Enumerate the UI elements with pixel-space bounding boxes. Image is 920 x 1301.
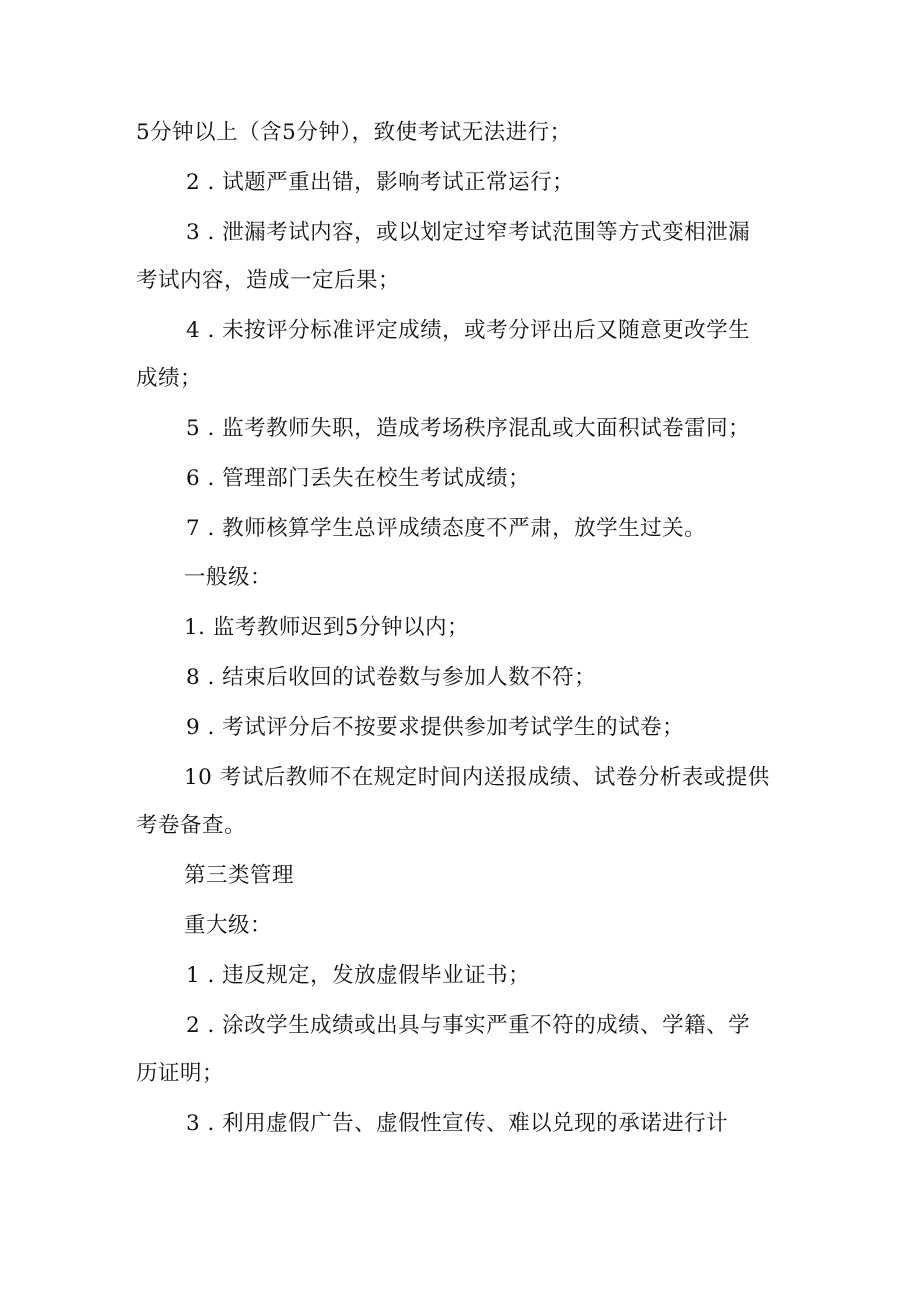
text-line: 成绩； bbox=[136, 366, 203, 391]
text-line: 历证明； bbox=[136, 1061, 225, 1086]
list-item: 5 . 监考教师失职，造成考场秩序混乱或大面积试卷雷同； bbox=[186, 416, 751, 441]
list-item: 1 . 违反规定，发放虚假毕业证书； bbox=[186, 963, 531, 988]
list-item: 6 . 管理部门丢失在校生考试成绩； bbox=[186, 466, 531, 491]
text-line: 考卷备查。 bbox=[136, 813, 247, 838]
section-heading: 一般级： bbox=[184, 565, 273, 590]
list-item: 3 . 利用虚假广告、虚假性宣传、难以兑现的承诺进行计 bbox=[186, 1111, 729, 1136]
section-heading: 重大级： bbox=[184, 913, 273, 938]
list-item: 4 . 未按评分标准评定成绩，或考分评出后又随意更改学生 bbox=[186, 318, 751, 343]
list-item: 3 . 泄漏考试内容，或以划定过窄考试范围等方式变相泄漏 bbox=[186, 220, 751, 245]
list-item: 2 . 试题严重出错，影响考试正常运行； bbox=[186, 170, 575, 195]
section-heading: 第三类管理 bbox=[184, 863, 295, 888]
list-item: 1. 监考教师迟到5分钟以内； bbox=[184, 615, 470, 640]
list-item: 10 考试后教师不在规定时间内送报成绩、试卷分析表或提供 bbox=[184, 765, 770, 790]
text-line: 5分钟以上（含5分钟），致使考试无法进行； bbox=[136, 120, 572, 145]
list-item: 7 . 教师核算学生总评成绩态度不严肃，放学生过关。 bbox=[186, 516, 707, 541]
list-item: 8 . 结束后收回的试卷数与参加人数不符； bbox=[186, 665, 597, 690]
list-item: 2 . 涂改学生成绩或出具与事实严重不符的成绩、学籍、学 bbox=[186, 1013, 751, 1038]
list-item: 9 . 考试评分后不按要求提供参加考试学生的试卷； bbox=[186, 715, 685, 740]
text-line: 考试内容，造成一定后果； bbox=[136, 268, 401, 293]
